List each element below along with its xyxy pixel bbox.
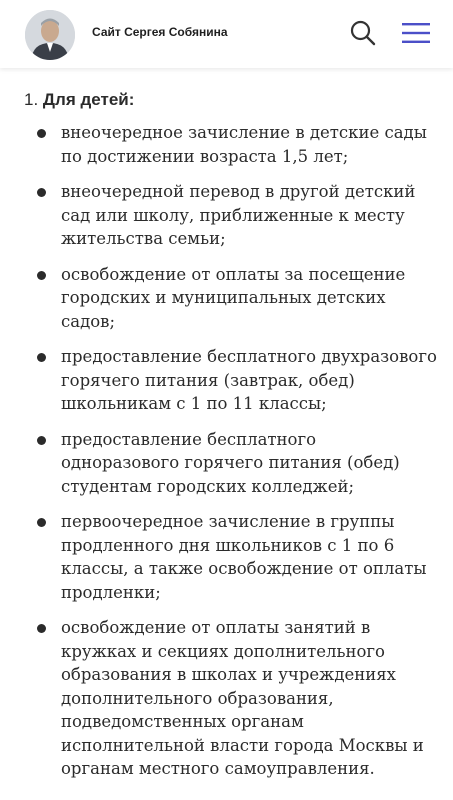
bullet-icon	[37, 353, 46, 362]
list-item-text: внеочередной перевод в другой детский сад или школу, приближенные к месту жительства семьи;	[61, 182, 416, 248]
section-number: 1.	[24, 90, 39, 109]
list-item-text: внеочередное зачисление в детские сады по достижении возраста 1,5 лет;	[61, 123, 427, 166]
list-item-text: предоставление бесплатного двухразового горячего питания (завтрак, обед) школьникам с 1 по 11 классы;	[61, 347, 437, 413]
bullet-icon	[37, 129, 46, 138]
list-item	[0, 180, 453, 251]
list-item-text: освобождение от оплаты занятий в кружках и секциях дополнительного образования в школах и учреждениях дополнительного образования, подведомственных органам исполнительной власти города Москвы и органам местного самоуправления.	[61, 618, 424, 778]
list-item-text: освобождение от оплаты за посещение городских и муниципальных детских садов;	[61, 264, 406, 331]
bullet-icon	[37, 271, 46, 280]
list-item	[0, 345, 453, 416]
hamburger-menu-icon	[400, 20, 432, 46]
site-title[interactable]: Сайт Сергея Собянина	[92, 25, 228, 39]
avatar-photo-icon	[25, 10, 75, 60]
benefits-list	[0, 121, 453, 793]
search-button[interactable]	[348, 18, 378, 48]
bullet-icon	[37, 436, 46, 445]
bullet-icon	[37, 188, 46, 197]
section-title: Для детей:	[42, 90, 135, 109]
list-item	[0, 263, 453, 334]
avatar[interactable]	[25, 10, 75, 60]
search-icon	[348, 18, 378, 48]
list-item	[0, 510, 453, 604]
list-item	[0, 428, 453, 499]
bullet-icon	[37, 624, 46, 633]
site-header	[0, 0, 453, 68]
list-item-text: первоочередное зачисление в группы продленного дня школьников с 1 по 6 классы, а также освобождение от оплаты продленки;	[61, 512, 427, 602]
list-item-text: предоставление бесплатного одноразового горячего питания (обед) студентам городских колледжей;	[61, 429, 400, 496]
list-item	[0, 616, 453, 781]
section-heading	[24, 90, 134, 110]
bullet-icon	[37, 518, 46, 527]
list-item	[0, 121, 453, 168]
menu-button[interactable]	[400, 20, 432, 46]
